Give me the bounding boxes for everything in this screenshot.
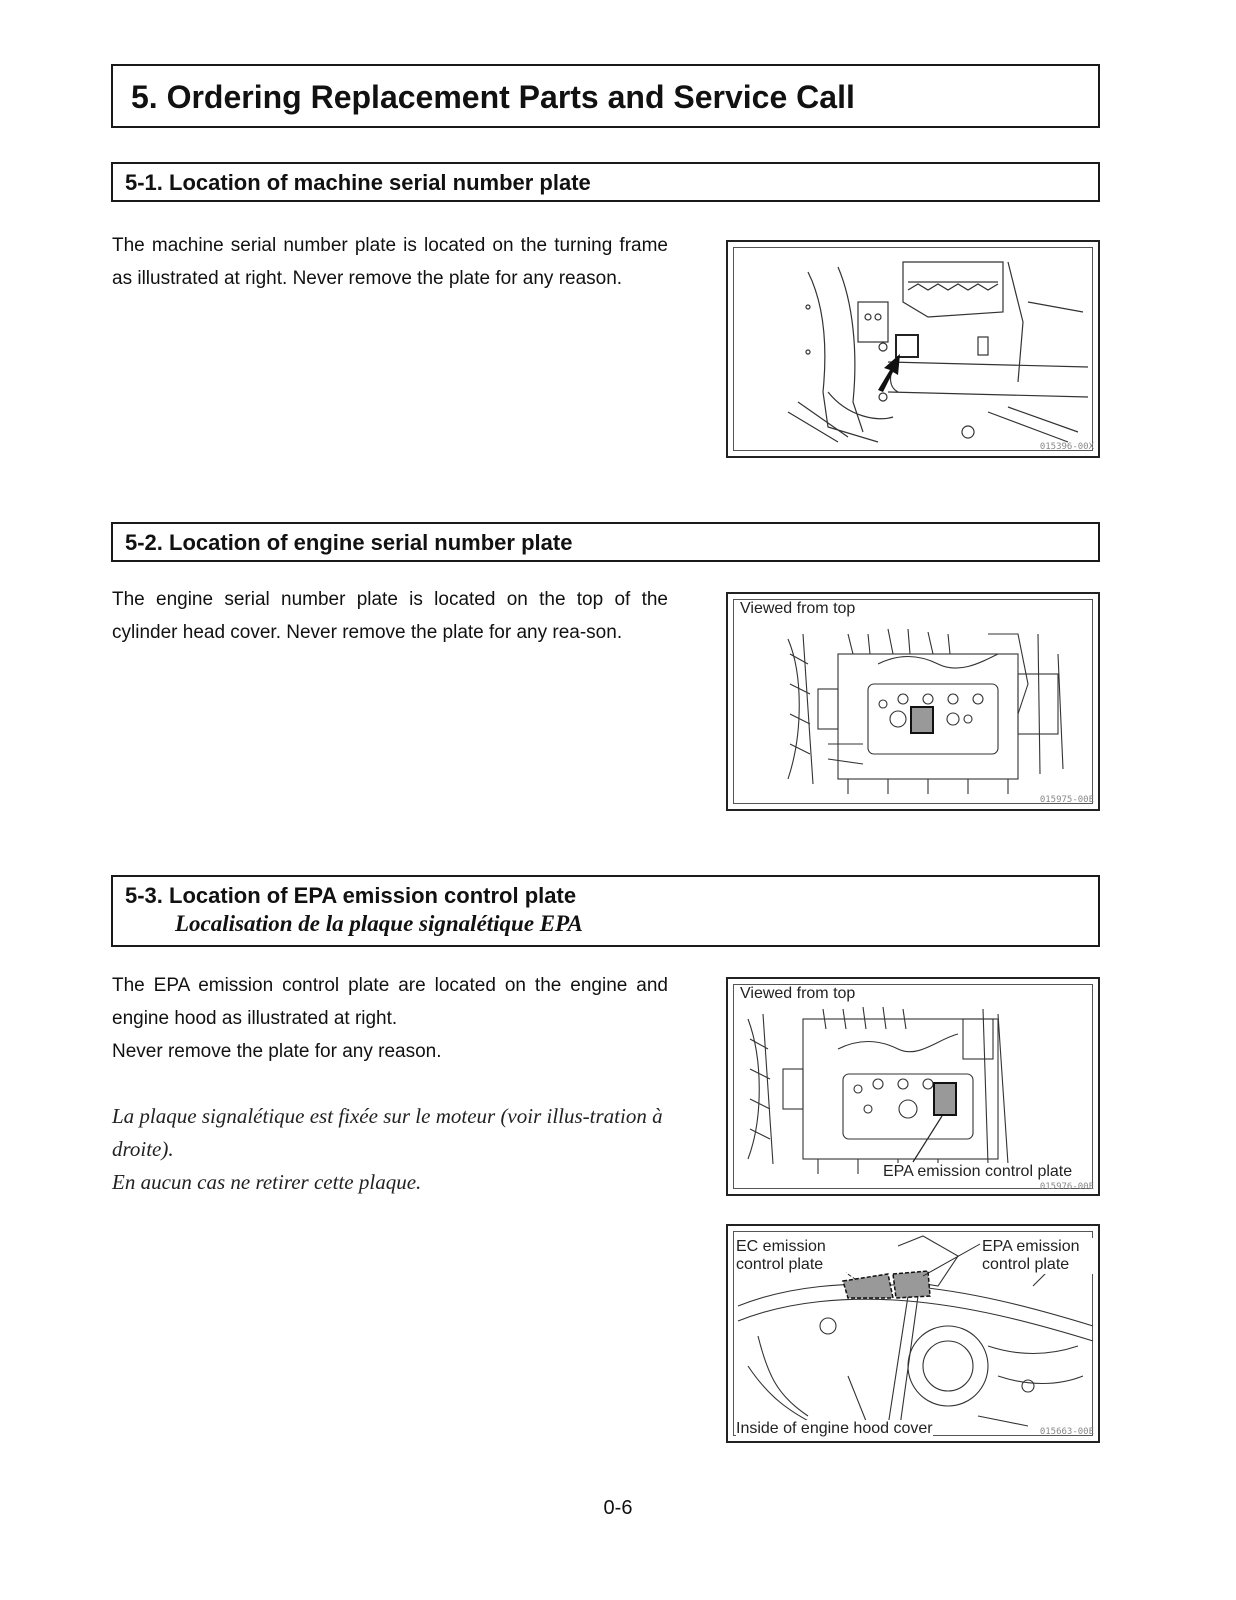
figure-engine-serial-plate: [726, 592, 1100, 811]
section-text-5-3-fr: [112, 1100, 682, 1199]
section-title-5-2: 5-2. Location of engine serial number plate: [111, 522, 1100, 562]
figure-code: 015976-00E: [1039, 1182, 1094, 1192]
figure-machine-serial-plate: [726, 240, 1100, 458]
text-line: The EPA emission control plate are located on the engine and engine hood as illustrated at right.: [112, 975, 668, 1029]
ec-callout-label: EC emission control plate: [736, 1238, 846, 1274]
text-line-fr: La plaque signalétique est fixée sur le moteur (voir illus-tration à droite).: [112, 1104, 663, 1161]
figure-label: Viewed from top: [740, 985, 856, 1002]
epa-callout-label: EPA emission control plate: [883, 1163, 1073, 1180]
text-line-fr: En aucun cas ne retirer cette plaque.: [112, 1170, 422, 1194]
serial-plate-marker: [896, 335, 918, 357]
arrow-icon: [878, 354, 900, 392]
figure-label: Viewed from top: [740, 600, 856, 617]
text-line: Never remove the plate for any reason.: [112, 1041, 442, 1062]
figure-caption: Inside of engine hood cover: [736, 1420, 933, 1437]
section-text-5-1: The machine serial number plate is located on the turning frame as illustrated at right. Never remove the plate for any reason.: [112, 235, 668, 289]
section-title-5-1: 5-1. Location of machine serial number plate: [111, 162, 1100, 202]
epa-plate-marker: [934, 1083, 956, 1115]
ec-plate-marker: [843, 1274, 893, 1298]
figure-code: 015663-00E: [1039, 1427, 1094, 1437]
section-title-fr: Localisation de la plaque signalétique EPA: [175, 911, 583, 936]
figure-epa-plate-engine: [726, 977, 1100, 1196]
machine-frame-illustration: [728, 242, 1100, 458]
serial-plate-marker: [911, 707, 933, 733]
section-title-en: 5-3. Location of EPA emission control plate: [125, 883, 577, 908]
figure-code: 015396-00X: [1039, 442, 1094, 452]
engine-top-view-illustration: [728, 594, 1100, 811]
page-title: 5. Ordering Replacement Parts and Service Call: [111, 64, 1100, 128]
section-text-5-2: The engine serial number plate is located on the top of the cylinder head cover. Never remove the plate for any rea-son.: [112, 589, 668, 643]
section-text-5-3: [112, 969, 668, 1068]
figure-epa-plate-hood: [726, 1224, 1100, 1443]
section-title-5-3: [111, 875, 1100, 947]
epa-callout-label: EPA emission control plate: [982, 1238, 1094, 1274]
page-number: 0-6: [603, 1497, 633, 1519]
figure-code: 015975-00E: [1039, 795, 1094, 805]
callout-line: [923, 1244, 980, 1276]
